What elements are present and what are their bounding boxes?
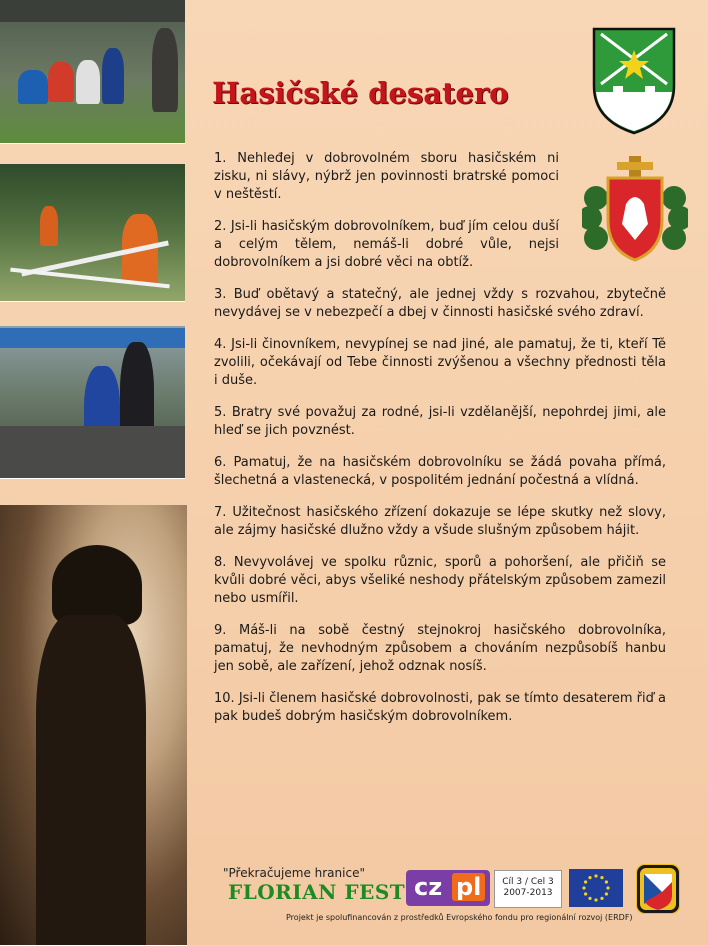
rule-item: 10. Jsi-li členem hasičské dobrovolnosti, pak se tímto desaterem řiď a pak budeš dobrým hasičským dobrovolníkem. — [214, 691, 666, 724]
eu-flag-icon — [569, 869, 623, 907]
green-shield-coat-of-arms-icon — [591, 26, 677, 136]
photo-hose-coupling — [0, 326, 185, 479]
cil3-line1: Cíl 3 / Cel 3 — [502, 877, 554, 887]
rule-item: 3. Buď obětavý a statečný, ale jednej vždy s rozvahou, zbytečně nevydávej se v nebezpečí a dbej v činnosti hasičské svého zdraví. — [214, 287, 666, 320]
cz-label: cz — [414, 873, 443, 901]
footer-slogan: "Překračujeme hranice" — [223, 866, 365, 880]
cil3-line2: 2007-2013 — [503, 888, 553, 898]
rule-item: 6. Pamatuj, že na hasičském dobrovolníku se žádá povaha přímá, šlechetná a vlastenecká, v pospolitém jednání počestná a vlídná. — [214, 455, 666, 488]
fire-rescue-badge-icon — [636, 864, 680, 914]
rule-item: 8. Nevyvolávej ve spolku různic, sporů a pohoršení, ale přičiň se kvůli dobré věci, abys všeliké neshody přátelským způsobem zamezil nebo usmířil. — [214, 555, 666, 606]
rules-list — [214, 150, 666, 740]
rule-item: 2. Jsi-li hasičským dobrovolníkem, buď jím celou duší a celým tělem, nemáš-li dobré vůle, nejsi dobrovolníkem a jsi dobré věci na obtíž. — [214, 219, 559, 270]
rule-item: 7. Užitečnost hasičského zřízení dokazuje se lépe skutky než slovy, ale zájmy hasičské dlužno vždy a všude slušným způsobem hájit. — [214, 505, 666, 538]
pl-label: pl — [452, 873, 485, 901]
footer-funding-note: Projekt je spolufinancován z prostředků Evropského fondu pro regionální rozvoj (ERDF) — [286, 913, 633, 922]
page-title: Hasičské desatero — [212, 76, 509, 110]
rule-item: 1. Nehleđej v dobrovolném sboru hasičském ni zisku, ni slávy, nýbrž jen povinnosti bratrské pomoci v neštěstí. — [214, 151, 559, 202]
photo-firefighter-in-smoke — [0, 505, 187, 946]
cil3-logo — [494, 870, 562, 908]
cz-pl-logo — [406, 870, 490, 906]
rule-item: 4. Jsi-li činovníkem, nevypínej se nad jiné, ale pamatuj, že ti, kteří Tě zvolili, očekávají od Tebe činnosti zvýšenou a všechny přednosti těla i duše. — [214, 337, 666, 388]
footer-brand: FLORIAN FEST — [228, 880, 406, 904]
rule-item: 5. Bratry své považuj za rodné, jsi-li vzdělanější, nepohrdej jimi, ale hleď se jich povznést. — [214, 405, 666, 438]
rule-item: 9. Máš-li na sobě čestný stejnokroj hasičského dobrovolníka, pamatuj, že nevhodným způsobem a chováním nezpůsobíš hanbu jen sobě, ale zařízení, jehož odznak nosíš. — [214, 623, 666, 674]
photo-firefighter-competition-team — [0, 0, 185, 144]
photo-hose-run — [0, 164, 185, 302]
